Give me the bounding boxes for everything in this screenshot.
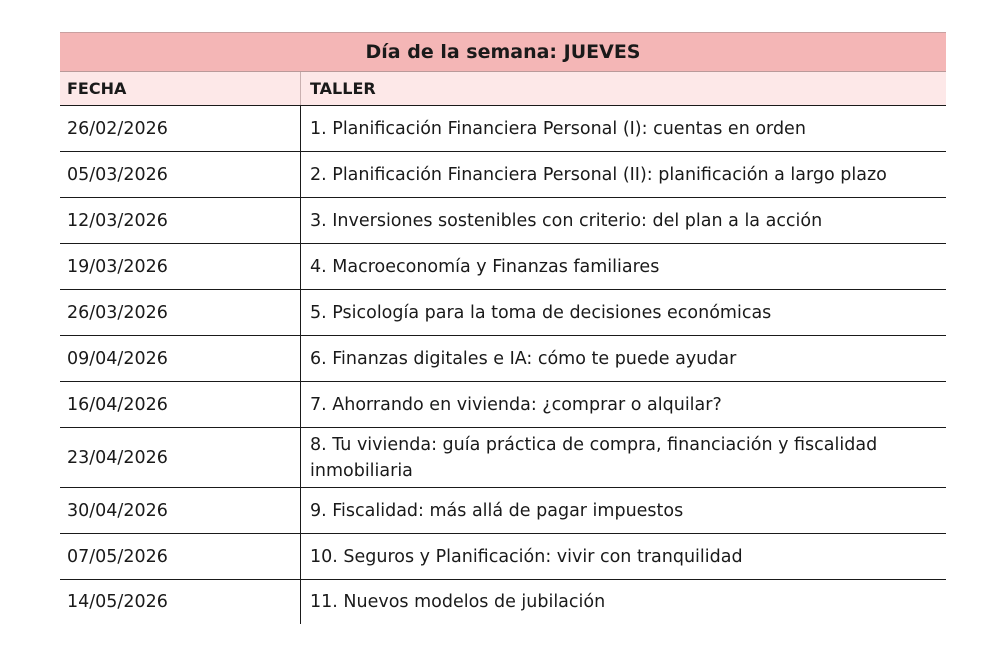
cell-taller: 5. Psicología para la toma de decisiones económicas — [300, 290, 946, 335]
cell-fecha: 12/03/2026 — [67, 210, 168, 231]
table-title: Día de la semana: JUEVES — [60, 32, 946, 72]
cell-fecha: 26/02/2026 — [67, 118, 168, 139]
cell-fecha: 19/03/2026 — [67, 256, 168, 277]
cell-fecha: 09/04/2026 — [67, 348, 168, 369]
table-header-row — [60, 72, 946, 106]
cell-taller: 7. Ahorrando en vivienda: ¿comprar o alquilar? — [300, 382, 946, 427]
cell-taller: 8. Tu vivienda: guía práctica de compra, financiación y fiscalidad inmobiliaria — [300, 428, 946, 487]
table-row — [60, 290, 946, 336]
cell-fecha: 05/03/2026 — [67, 164, 168, 185]
cell-taller: 1. Planificación Financiera Personal (I): cuentas en orden — [300, 106, 946, 151]
cell-taller: 11. Nuevos modelos de jubilación — [300, 580, 946, 624]
header-fecha: FECHA — [67, 79, 127, 98]
cell-fecha: 16/04/2026 — [67, 394, 168, 415]
cell-taller: 10. Seguros y Planificación: vivir con tranquilidad — [300, 534, 946, 579]
table-row — [60, 580, 946, 624]
cell-taller: 3. Inversiones sostenibles con criterio: del plan a la acción — [300, 198, 946, 243]
cell-fecha: 30/04/2026 — [67, 500, 168, 521]
cell-taller: 2. Planificación Financiera Personal (II): planificación a largo plazo — [300, 152, 946, 197]
table-row — [60, 534, 946, 580]
table-row — [60, 488, 946, 534]
table-row — [60, 198, 946, 244]
header-taller: TALLER — [300, 72, 946, 105]
cell-taller: 9. Fiscalidad: más allá de pagar impuestos — [300, 488, 946, 533]
table-row — [60, 106, 946, 152]
table-row — [60, 152, 946, 198]
cell-fecha: 26/03/2026 — [67, 302, 168, 323]
cell-fecha: 23/04/2026 — [67, 447, 168, 468]
cell-taller: 4. Macroeconomía y Finanzas familiares — [300, 244, 946, 289]
schedule-table — [60, 32, 946, 624]
cell-fecha: 14/05/2026 — [67, 592, 168, 612]
table-row — [60, 336, 946, 382]
cell-fecha: 07/05/2026 — [67, 546, 168, 567]
cell-taller: 6. Finanzas digitales e IA: cómo te puede ayudar — [300, 336, 946, 381]
table-row — [60, 428, 946, 488]
table-row — [60, 382, 946, 428]
table-row — [60, 244, 946, 290]
